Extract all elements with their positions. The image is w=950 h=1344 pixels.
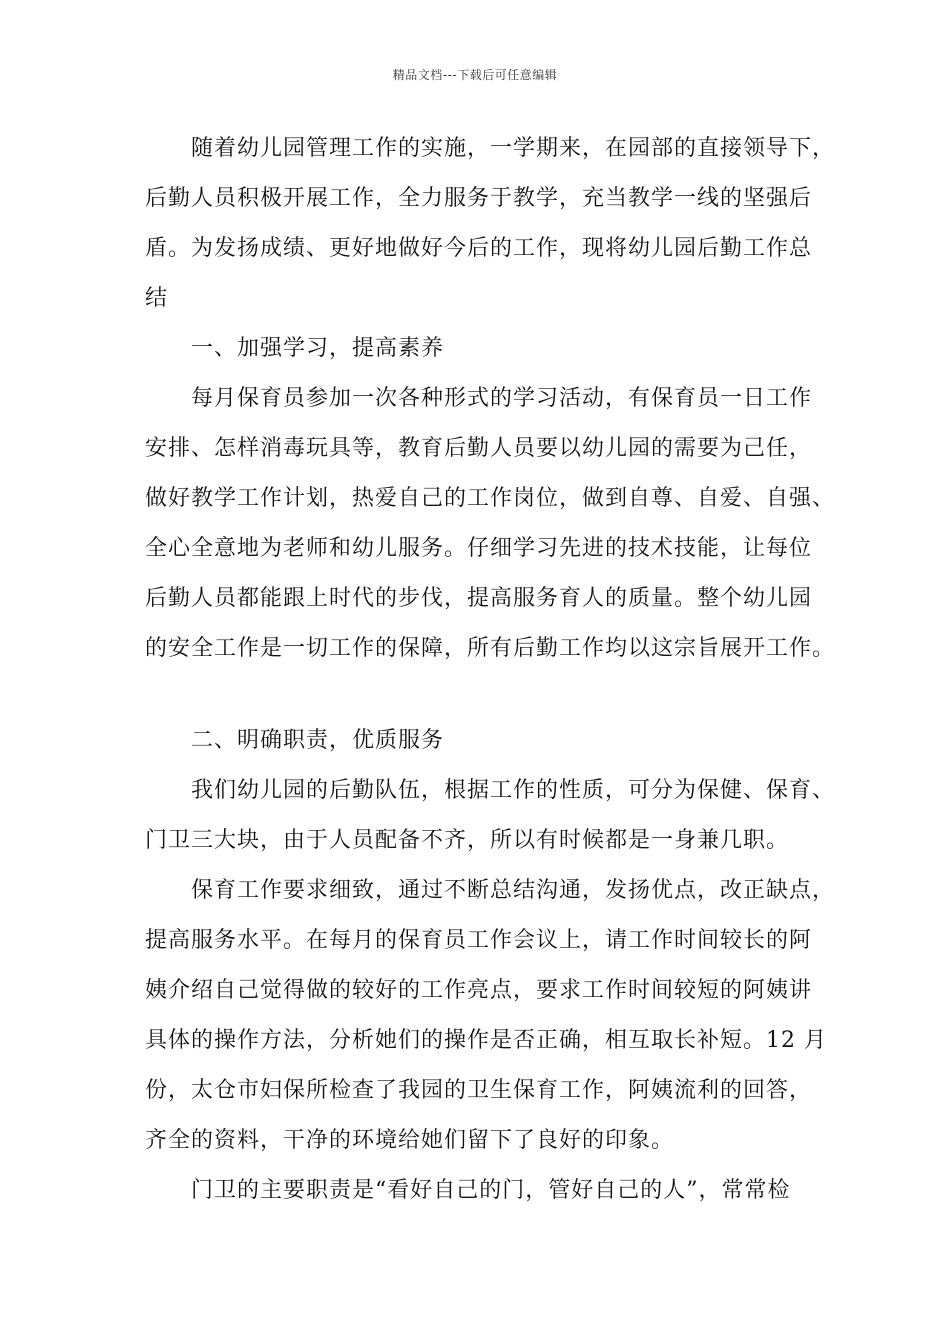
text-line: 做好教学工作计划，热爱自己的工作岗位，做到自尊、自爱、自强、 <box>145 486 836 511</box>
text-line: 后勤人员积极开展工作，全力服务于教学，充当教学一线的坚强后 <box>145 186 813 211</box>
paragraph-intro <box>145 124 836 324</box>
text-line: 姨介绍自己觉得做的较好的工作亮点，要求工作时间较短的阿姨讲 <box>145 978 813 1003</box>
paragraph-study <box>145 374 836 674</box>
text-line: 齐全的资料，干净的环境给她们留下了良好的印象。 <box>145 1128 675 1153</box>
text-line: 安排、怎样消毒玩具等，教育后勤人员要以幼儿园的需要为己任， <box>145 436 813 461</box>
text-line: 我们幼儿园的后勤队伍，根据工作的性质，可分为保健、保育、 <box>191 778 836 803</box>
text-line: 保育工作要求细致，通过不断总结沟通，发扬优点，改正缺点， <box>191 878 836 903</box>
paragraph-childcare <box>145 866 836 1166</box>
paragraph-team <box>145 766 836 866</box>
text-line: 结 <box>145 286 169 311</box>
text-line: 提高服务水平。在每月的保育员工作会议上，请工作时间较长的阿 <box>145 928 813 953</box>
page-header: 精品文档---下载后可任意编辑 <box>392 68 558 82</box>
text-line: 盾。为发扬成绩、更好地做好今后的工作，现将幼儿园后勤工作总 <box>145 236 813 261</box>
text-line: 随着幼儿园管理工作的实施，一学期来，在园部的直接领导下， <box>191 136 836 161</box>
document-body <box>145 124 836 1216</box>
blank-space <box>145 674 830 716</box>
text-line: 门卫的主要职责是“看好自己的门，管好自己的人”，常常检 <box>191 1178 791 1203</box>
text-line: 每月保育员参加一次各种形式的学习活动，有保育员一日工作 <box>191 386 813 411</box>
text-line: 全心全意地为老师和幼儿服务。仔细学习先进的技术技能，让每位 <box>145 536 813 561</box>
text-line: 的安全工作是一切工作的保障，所有后勤工作均以这宗旨展开工作。 <box>145 636 836 661</box>
text-line: 门卫三大块，由于人员配备不齐，所以有时候都是一身兼几职。 <box>145 828 790 853</box>
text-line: 份，太仓市妇保所检查了我园的卫生保育工作，阿姨流利的回答， <box>145 1078 813 1103</box>
section-heading-2: 二、明确职责，优质服务 <box>191 728 445 753</box>
section-heading-1: 一、加强学习，提高素养 <box>191 336 445 361</box>
paragraph-guard <box>145 1166 830 1216</box>
text-line: 具体的操作方法，分析她们的操作是否正确，相互取长补短。12 月 <box>145 1028 827 1053</box>
text-line: 后勤人员都能跟上时代的步伐，提高服务育人的质量。整个幼儿园 <box>145 586 813 611</box>
